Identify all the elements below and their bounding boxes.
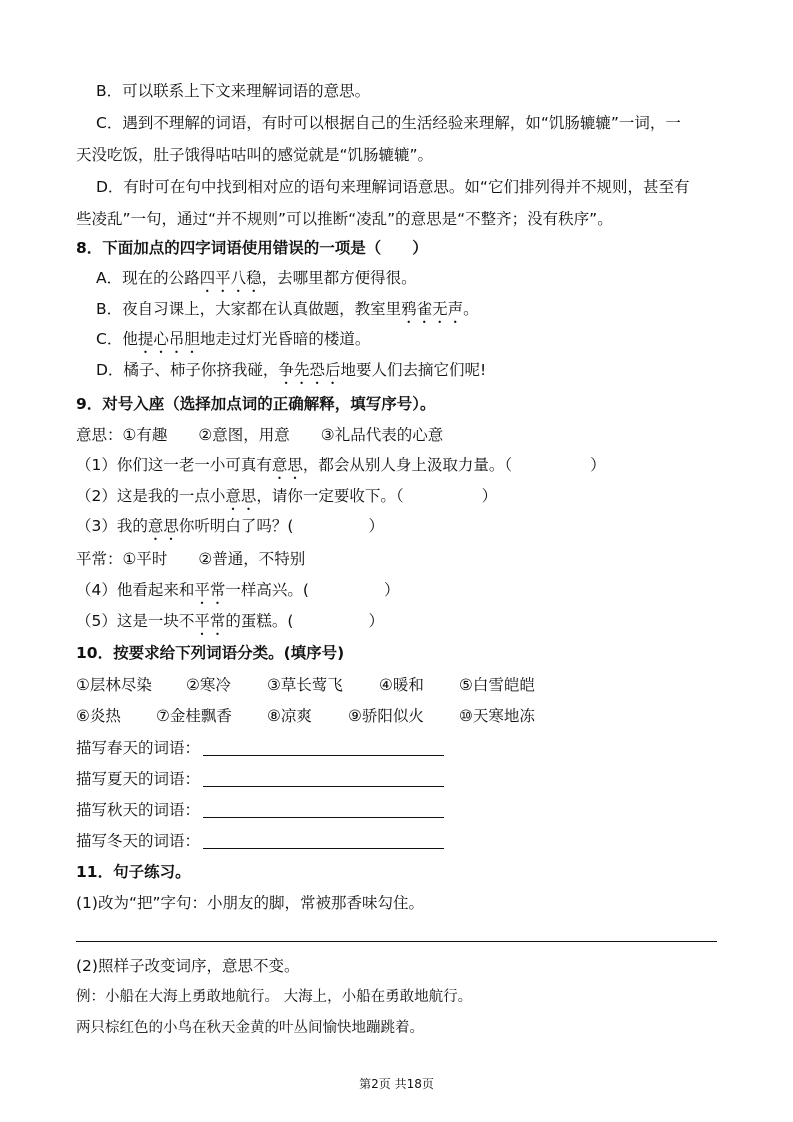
q8-b-pre: B．夜自习课上，大家都在认真做题，教室里 xyxy=(96,300,402,318)
q9-s5-dotted-word: 平常 xyxy=(194,612,226,630)
q8-a-pre: A．现在的公路 xyxy=(96,269,200,287)
q9-s2-post: ，请你一定要收下。（ xyxy=(256,487,404,505)
q9-s1-dotted-word: 意思 xyxy=(271,456,303,474)
q10-autumn-answer-line[interactable] xyxy=(203,817,444,818)
q10-word-9: ⑨骄阳似火 xyxy=(348,707,424,725)
q11-practice-sentence: 两只棕红色的小鸟在秋天金黄的叶丛间愉快地蹦跳着。 xyxy=(76,1020,424,1036)
q10-word-5: ⑤白雪皑皑 xyxy=(459,676,535,694)
q8-c-dotted-word: 提心吊胆 xyxy=(137,330,200,348)
q8-b-post: 。 xyxy=(463,300,479,318)
q9-s4-post: 一样高兴。( xyxy=(225,581,309,599)
q11-part-2: (2)照样子改变词序，意思不变。 xyxy=(76,957,300,975)
q9-s3-dotted-word: 意思 xyxy=(147,517,179,535)
q9-s1-close: ） xyxy=(590,456,606,474)
q10-winter-label: 描写冬天的词语： xyxy=(76,832,201,850)
q9-s3-pre: （3）我的 xyxy=(76,517,148,535)
q8-d-dotted-word: 争先恐后 xyxy=(278,361,341,379)
q8-title: 8．下面加点的四字词语使用错误的一项是（ ） xyxy=(76,239,428,257)
q8-option-d xyxy=(96,360,486,388)
q9-s2-pre: （2）这是我的一点小 xyxy=(76,487,226,505)
q8-d-post: 地要人们去摘它们呢! xyxy=(340,361,487,379)
page-number-footer: 第2页 共18页 xyxy=(359,1077,434,1091)
q9-s2-dotted-word: 意思 xyxy=(225,487,257,505)
q9-sentence-4 xyxy=(76,580,399,608)
q9-s1-pre: （1）你们这一老一小可真有 xyxy=(76,456,272,474)
q9-s2-close: ） xyxy=(481,487,498,505)
q9-s4-close: ） xyxy=(383,581,400,599)
q10-spring-label: 描写春天的词语： xyxy=(76,739,201,757)
q9-s5-post: 的蛋糕。( xyxy=(225,612,294,630)
q8-a-dotted-word: 四平八稳 xyxy=(199,269,262,287)
q9-pingchang-definitions: 平常：①平时 ②普通，不特别 xyxy=(76,550,306,568)
q10-title: 10．按要求给下列词语分类。(填序号) xyxy=(76,644,345,662)
q10-word-6: ⑥炎热 xyxy=(76,707,121,725)
q8-d-pre: D．橘子、柿子你挤我碰， xyxy=(96,361,279,379)
q10-word-10: ⑩天寒地冻 xyxy=(459,707,535,725)
q9-sentence-5 xyxy=(76,611,384,639)
q8-a-post: ，去哪里都方便得很。 xyxy=(261,269,417,287)
q10-word-8: ⑧凉爽 xyxy=(267,707,312,725)
q9-s5-close: ） xyxy=(368,612,384,630)
q9-s4-dotted-word: 平常 xyxy=(194,581,226,599)
q10-autumn-label: 描写秋天的词语： xyxy=(76,801,201,819)
q7-option-c-line2: 天没吃饭，肚子饿得咕咕叫的感觉就是“饥肠辘辘”。 xyxy=(76,146,434,164)
q11-title: 11．句子练习。 xyxy=(76,863,191,881)
q11-part-1-answer-line[interactable] xyxy=(76,941,717,942)
q11-example: 例：小船在大海上勇敢地航行。 大海上，小船在勇敢地航行。 xyxy=(76,989,473,1005)
q8-c-pre: C．他 xyxy=(96,330,138,348)
q10-word-7: ⑦金桂飘香 xyxy=(156,707,232,725)
q9-s3-post: 你听明白了吗？( xyxy=(178,517,294,535)
q9-s1-post: ，都会从别人身上汲取力量。（ xyxy=(302,456,513,474)
q9-s5-pre: （5）这是一块不 xyxy=(76,612,195,630)
q10-word-1: ①层林尽染 xyxy=(76,676,152,694)
q10-word-4: ④暖和 xyxy=(379,676,424,694)
q9-title: 9．对号入座（选择加点词的正确解释，填写序号）。 xyxy=(76,395,436,413)
q7-option-d-line1: D．有时可在句中找到相对应的语句来理解词语意思。如“它们排列得并不规则，甚至有 xyxy=(96,178,690,196)
q7-option-b: B．可以联系上下文来理解词语的意思。 xyxy=(96,82,371,100)
q9-sentence-3 xyxy=(76,516,384,544)
q9-sentence-2 xyxy=(76,486,497,514)
q9-sentence-1 xyxy=(76,455,606,483)
q8-option-c xyxy=(96,329,370,357)
q10-summer-label: 描写夏天的词语： xyxy=(76,770,201,788)
q7-option-c-line1: C．遇到不理解的词语，有时可以根据自己的生活经验来理解，如“饥肠辘辘”一词，一 xyxy=(96,114,681,132)
q7-option-d-line2: 些凌乱”一句，通过“并不规则”可以推断“凌乱”的意思是“不整齐；没有秩序”。 xyxy=(76,210,613,228)
q9-yisi-definitions: 意思：①有趣 ②意图，用意 ③礼品代表的心意 xyxy=(76,426,444,444)
q11-part-1: (1)改为“把”字句：小朋友的脚，常被那香味勾住。 xyxy=(76,894,425,912)
q8-option-b xyxy=(96,299,479,327)
q9-s4-pre: （4）他看起来和 xyxy=(76,581,195,599)
q10-spring-answer-line[interactable] xyxy=(203,755,444,756)
q8-option-a xyxy=(96,268,417,296)
q10-word-3: ③草长莺飞 xyxy=(267,676,343,694)
q9-s3-close: ） xyxy=(368,517,384,535)
q8-b-dotted-word: 鸦雀无声 xyxy=(401,300,464,318)
q10-word-2: ②寒冷 xyxy=(186,676,231,694)
q10-winter-answer-line[interactable] xyxy=(203,848,444,849)
q10-summer-answer-line[interactable] xyxy=(203,786,444,787)
q8-c-post: 地走过灯光昏暗的楼道。 xyxy=(199,330,371,348)
